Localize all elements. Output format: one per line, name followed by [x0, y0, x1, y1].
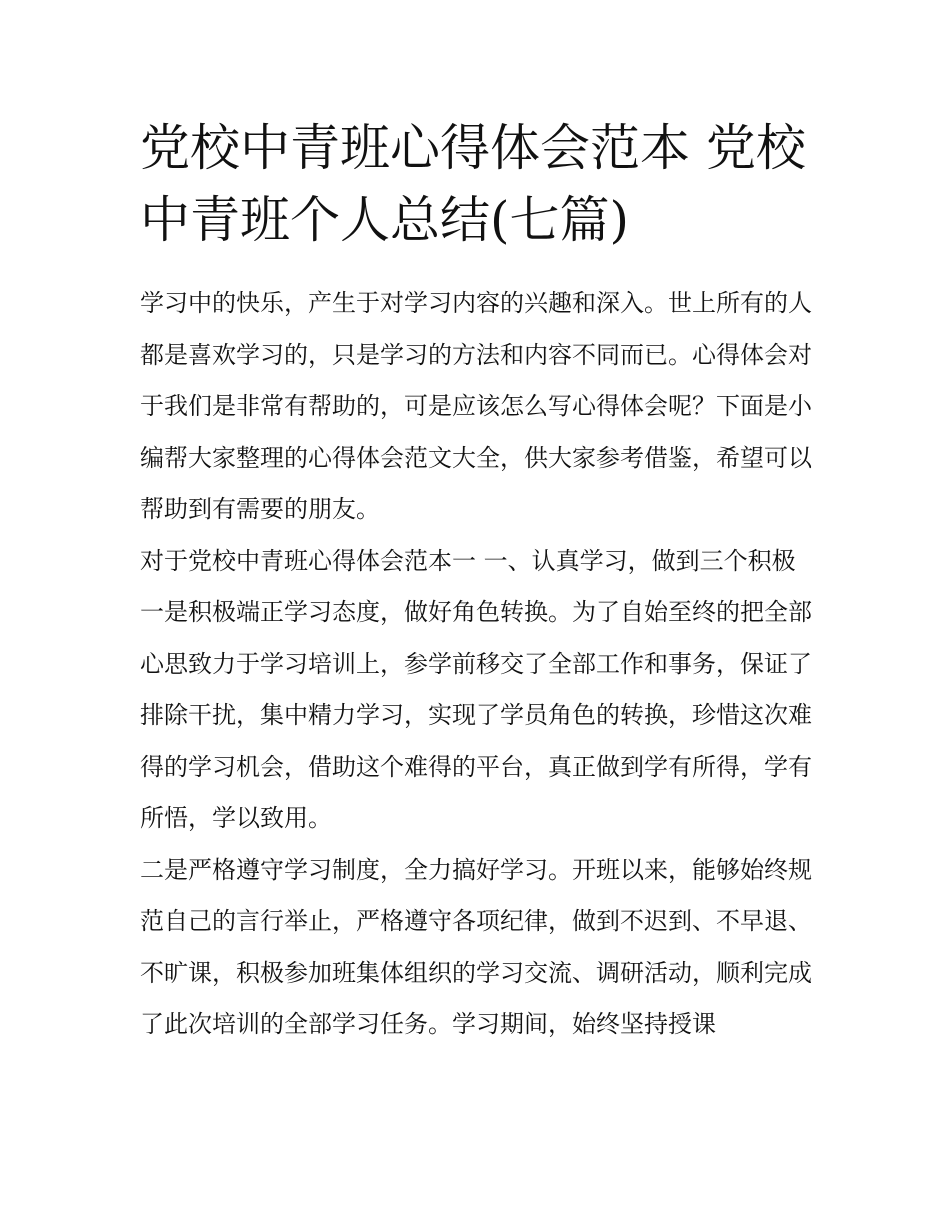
document-title: 党校中青班心得体会范本 党校中青班个人总结(七篇)	[140, 119, 806, 249]
section-heading-paragraph: 对于党校中青班心得体会范本一 一、认真学习，做到三个积极	[140, 546, 796, 575]
intro-paragraph: 学习中的快乐，产生于对学习内容的兴趣和深入。世上所有的人都是喜欢学习的，只是学习的方法和内容不同而已。心得体会对于我们是非常有帮助的，可是应该怎么写心得体会呢？下面是小编帮大家整理的心得体会范文大全，供大家参考借鉴，希望可以帮助到有需要的朋友。	[140, 289, 812, 523]
body-paragraph-1: 一是积极端正学习态度，做好角色转换。为了自始至终的把全部心思致力于学习培训上，参学前移交了全部工作和事务，保证了排除干扰，集中精力学习，实现了学员角色的转换，珍惜这次难得的学习机会，借助这个难得的平台，真正做到学有所得，学有所悟，学以致用。	[140, 598, 812, 832]
title-block	[140, 112, 812, 278]
body-paragraph-2: 二是严格遵守学习制度，全力搞好学习。开班以来，能够始终规范自己的言行举止，严格遵守各项纪律，做到不迟到、不早退、不旷课，积极参加班集体组织的学习交流、调研活动，顺利完成了此次培训的全部学习任务。学习期间，始终坚持授课	[140, 855, 812, 1038]
document-body	[140, 112, 812, 1051]
